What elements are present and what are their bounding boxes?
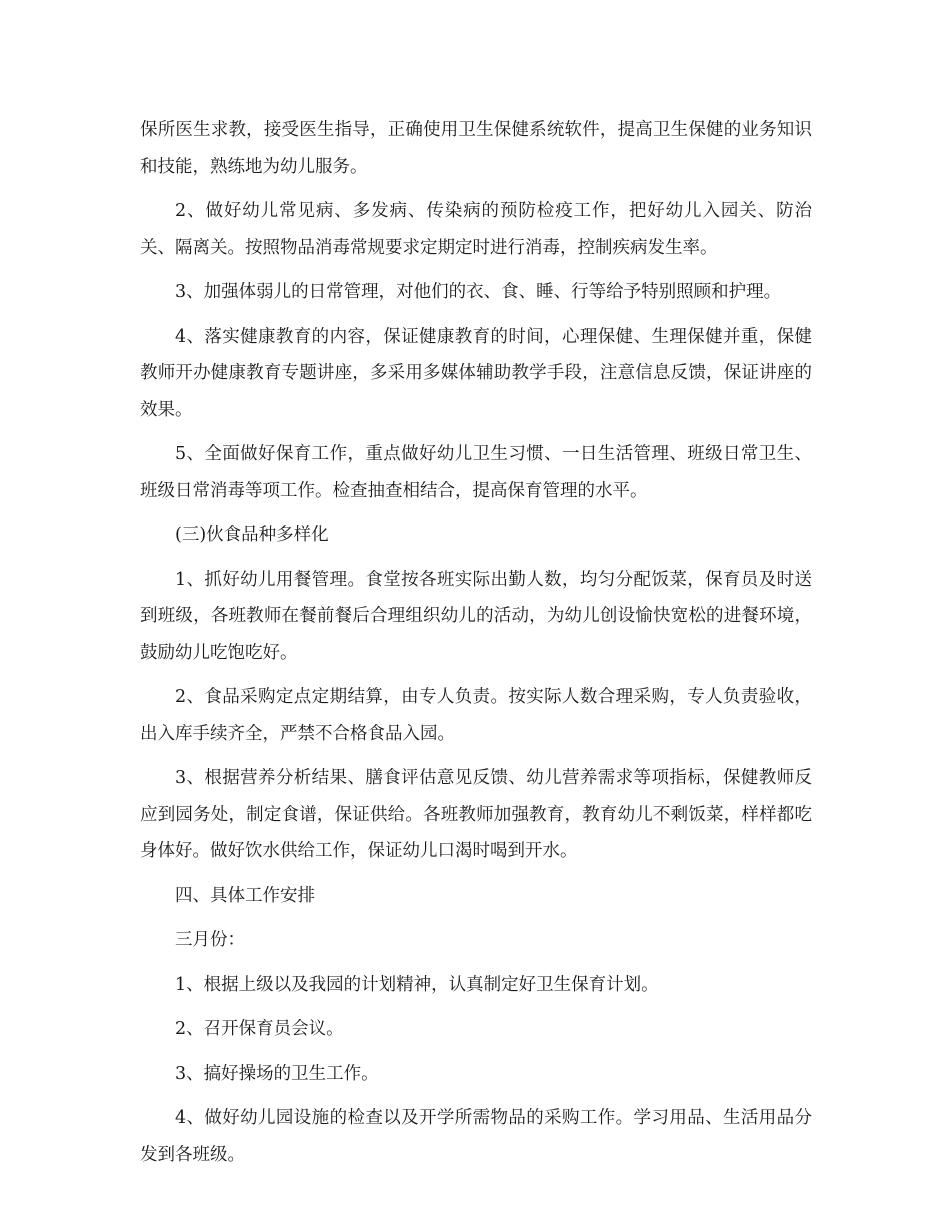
section-heading-food-variety: (三)伙食品种多样化: [175, 525, 329, 545]
paragraph-item-staff-meeting: 2、召开保育员会议。: [175, 1019, 344, 1039]
paragraph-item-food-purchasing: 2、食品采购定点定期结算，由专人负责。按实际人数合理采购，专人负责验收，出入库手续齐全，严禁不合格食品入园。: [140, 687, 812, 744]
subheading-march: 三月份：: [175, 930, 245, 950]
paragraph-item-meal-management: 1、抓好幼儿用餐管理。食堂按各班实际出勤人数，均匀分配饭菜，保育员及时送到班级，各班教师在餐前餐后合理组织幼儿的活动，为幼儿创设愉快宽松的进餐环境，鼓励幼儿吃饱吃好。: [140, 569, 812, 663]
paragraph-item-health-education: 4、落实健康教育的内容，保证健康教育的时间，心理保健、生理保健并重，保健教师开办健康教育专题讲座，多采用多媒体辅助教学手段，注意信息反馈，保证讲座的效果。: [140, 326, 812, 420]
paragraph-item-disease-prevention: 2、做好幼儿常见病、多发病、传染病的预防检疫工作，把好幼儿入园关、防治关、隔离关。按照物品消毒常规要求定期定时进行消毒，控制疾病发生率。: [140, 201, 812, 258]
paragraph-item-make-plan: 1、根据上级以及我园的计划精神，认真制定好卫生保育计划。: [175, 974, 659, 995]
section-heading-work-schedule: 四、具体工作安排: [175, 885, 315, 906]
paragraph-item-weak-children: 3、加强体弱儿的日常管理，对他们的衣、食、睡、行等给予特别照顾和护理。: [175, 282, 782, 302]
paragraph-item-playground-cleaning: 3、搞好操场的卫生工作。: [175, 1063, 379, 1084]
paragraph-item-facility-inspection: 4、做好幼儿园设施的检查以及开学所需物品的采购工作。学习用品、生活用品分发到各班级。: [140, 1108, 812, 1165]
paragraph-item-nutrition-analysis: 3、根据营养分析结果、膳食评估意见反馈、幼儿营养需求等项指标，保健教师反应到园务处，制定食谱，保证供给。各班教师加强教育，教育幼儿不剩饭菜，样样都吃身体好。做好饮水供给工作，保证幼儿口渴时喝到开水。: [140, 768, 812, 861]
document-body: [140, 112, 812, 1181]
paragraph-item-nursing-work: 5、全面做好保育工作，重点做好幼儿卫生习惯、一日生活管理、班级日常卫生、班级日常消毒等项工作。检查抽查相结合，提高保育管理的水平。: [140, 444, 812, 501]
paragraph-continuation: 保所医生求教，接受医生指导，正确使用卫生保健系统软件，提高卫生保健的业务知识和技能，熟练地为幼儿服务。: [140, 120, 812, 177]
